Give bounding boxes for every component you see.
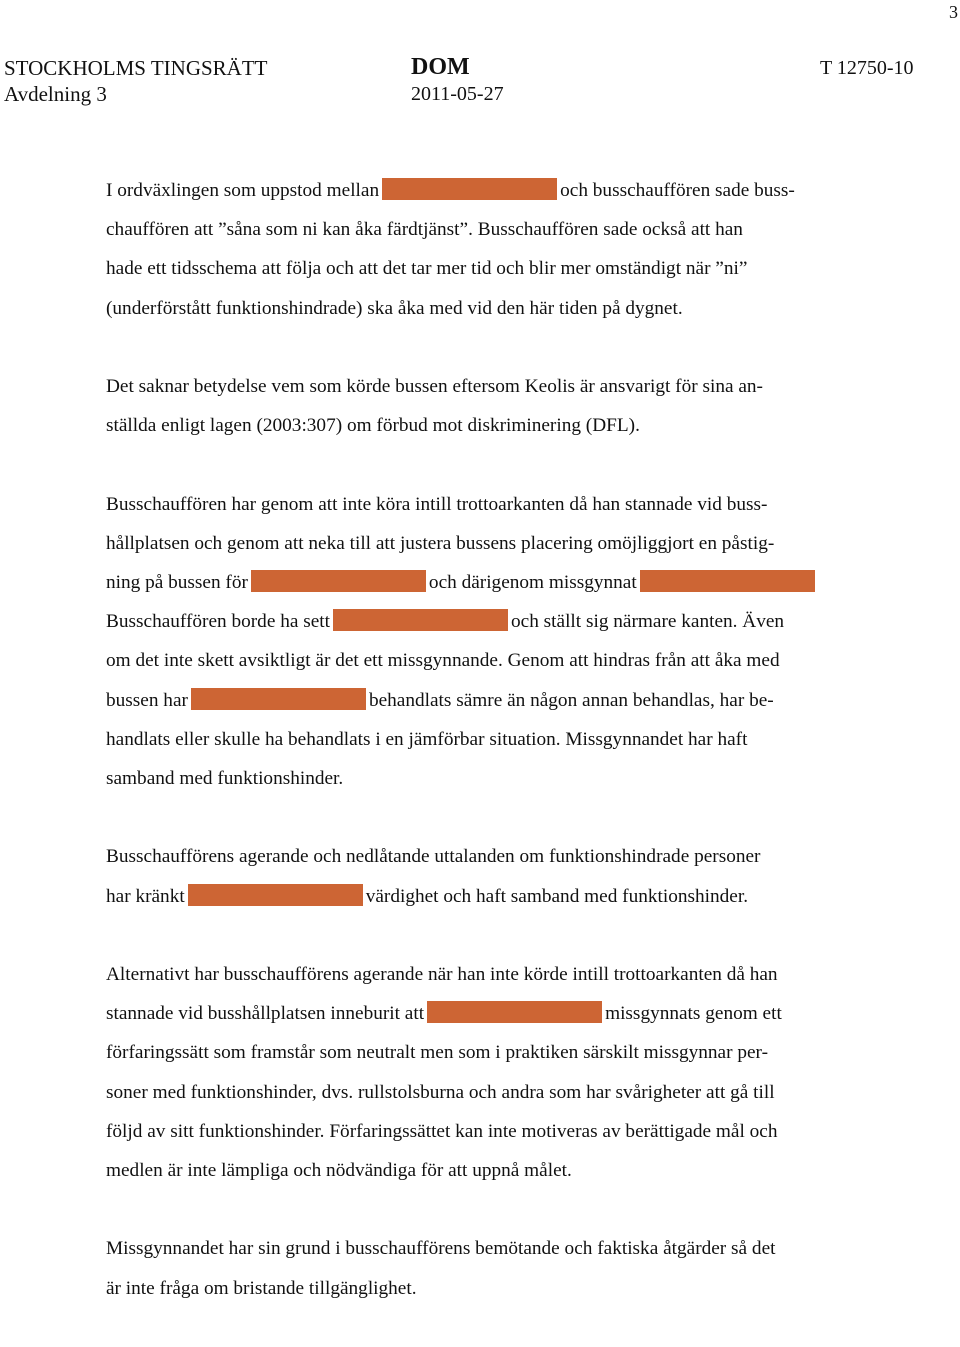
paragraph-5: Alternativt har busschaufförens agerande när han inte körde intill trottoarkanten då han stannade vid busshållplatsen inneburit att missgynnats genom ett förfaringssätt som framstår som neutralt men som i praktiken särskilt missgynnar per- soner med funktionshinder, dvs. rullstolsburna och andra som har svårigheter att gå till följd av sitt funktionshinder. Förfaringssättet kan inte motiveras av berättigade mål och medlen är inte lämpliga och nödvändiga för att uppnå målet.	[106, 964, 782, 1182]
paragraph-6: Missgynnandet har sin grund i busschaufförens bemötande och faktiska åtgärder så det är inte fråga om bristande tillgänglighet.	[106, 1238, 776, 1299]
doc-type: DOM	[411, 54, 470, 80]
doc-header	[411, 55, 504, 107]
page-number: 3	[949, 2, 958, 22]
redacted-name	[191, 688, 366, 710]
redacted-name	[382, 178, 557, 200]
paragraph-4: Busschaufförens agerande och nedlåtande uttalanden om funktionshindrade personer har kränkt värdighet och haft samband med funktionshinder.	[106, 846, 761, 907]
redacted-name	[188, 884, 363, 906]
paragraph-2: Det saknar betydelse vem som körde bussen eftersom Keolis är ansvarigt för sina an- ställda enligt lagen (2003:307) om förbud mot diskriminering (DFL).	[106, 376, 763, 437]
document-body	[106, 171, 906, 1347]
case-number: T 12750-10	[820, 57, 914, 79]
redacted-name	[427, 1001, 602, 1023]
court-header	[4, 55, 268, 107]
paragraph-3: Busschauffören har genom att inte köra intill trottoarkanten då han stannade vid buss- hållplatsen och genom att neka till att justera bussens placering omöjliggjort en påstig- ning på bussen för och därigenom missgynnat Busschauffören borde ha sett och ställt sig närmare kanten. Även om det inte skett avsiktligt är det ett missgynnande. Genom att hindras från att åka med bussen har behandlats sämre än någon annan behandlas, har be- handlats eller skulle ha behandlats i en jämförbar situation. Missgynnandet har haft samband med funktionshinder.	[106, 485, 906, 799]
court-name: STOCKHOLMS TINGSRÄTT	[4, 56, 268, 80]
redacted-name	[640, 570, 815, 592]
redacted-name	[251, 570, 426, 592]
doc-date: 2011-05-27	[411, 83, 504, 105]
division: Avdelning 3	[4, 82, 107, 106]
paragraph-1: I ordväxlingen som uppstod mellan och busschauffören sade buss- chauffören att ”såna som ni kan åka färdtjänst”. Busschauffören sade också att han hade ett tidsschema att följa och att det tar mer tid och blir mer omständigt när ”ni” (underförstått funktionshindrade) ska åka med vid den här tiden på dygnet.	[106, 180, 795, 319]
redacted-name	[333, 609, 508, 631]
